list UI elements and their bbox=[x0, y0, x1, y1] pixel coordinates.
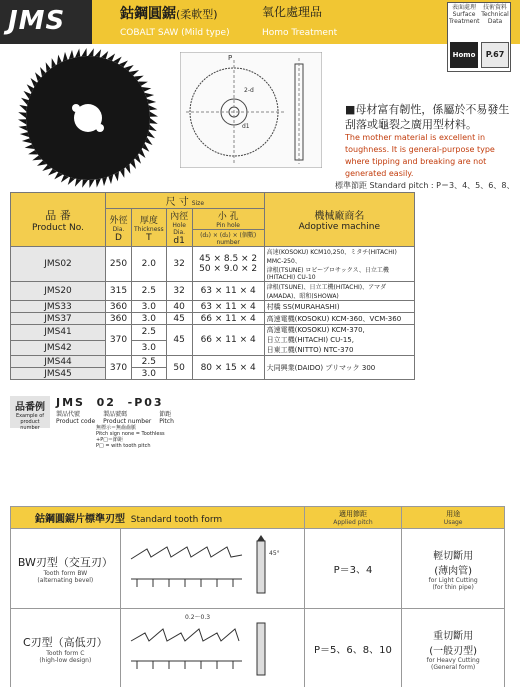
example-code: JMS 02 -P03 製品代號 Product code 製品號碼 Product number 節距 Pitch 無標示＝無齒齒脈 Pitch sign none = Toothless +P□＝節距 P□ = with tooth pitch bbox=[56, 396, 174, 449]
col-thickness: 厚度 Thickness T bbox=[132, 209, 167, 247]
features-en: The mother material is excellent in toughness. It is general-purpose type where tipping and breaking are not generated easily. bbox=[345, 133, 495, 178]
c-dim-label: 0.2～0.3 bbox=[185, 614, 211, 621]
badge-tech-label: 技術資料 Technical Data bbox=[481, 4, 509, 25]
logo: JMS bbox=[8, 6, 66, 36]
col-machine: 機械廠商名 Adoptive machine bbox=[264, 193, 414, 247]
tooth-form-table bbox=[10, 506, 505, 687]
badge-surface-label: 表面處理 Surface Treatment bbox=[449, 4, 480, 25]
col-product: 品 番 Product No. bbox=[11, 193, 106, 247]
table-row: JMS44 370 2.5 50 80 × 15 × 4 大同興業(DAIDO) プリマック 300 bbox=[11, 356, 415, 368]
table-row: JMS33 360 3.0 40 63 × 11 × 4 村橋 SS(MURAHASHI) bbox=[11, 301, 415, 313]
table-row: JMS45 3.0 bbox=[11, 368, 415, 380]
angle-label: 45° bbox=[269, 550, 280, 557]
treatment-zh: 氧化處理品 bbox=[262, 5, 323, 19]
table-row: JMS41 370 2.5 45 66 × 11 × 4 高速電機(KOSOKU) KCM-370, 日立工機(HITACHI) CU-15, 日東工機(NITTO) NTC-370 bbox=[11, 325, 415, 341]
col-applied-pitch: 適用節距 Applied pitch bbox=[304, 507, 402, 529]
title-zh: 鈷鋼圓鋸(柔軟型) bbox=[120, 6, 218, 22]
col-usage: 用途 Usage bbox=[402, 507, 505, 529]
pin-hole-symbol: 2-d bbox=[244, 87, 254, 94]
pitch-symbol: P bbox=[228, 54, 233, 62]
tooth-row-c: C刃型（高低刃） Tooth form C (high-low design) 0.2～0.3 P＝5、6、8、10 重切斷用 (一般刃型) for Heavy Cutting (General form) bbox=[11, 609, 505, 687]
table-row: JMS42 3.0 bbox=[11, 340, 415, 356]
table-row: JMS37 360 3.0 45 66 × 11 × 4 高速電機(KOSOKU) KCM-360、VCM-360 bbox=[11, 313, 415, 325]
tooth-row-bw: BW刃型（交互刃） Tooth form BW (alternating bevel) 45° P＝3、4 輕切斷用 (薄肉管) for Light Cutting (for thin pipe) bbox=[11, 529, 505, 609]
col-pin-formula: (d₂) × (d₂) × (個數) number bbox=[192, 230, 264, 247]
product-number-example bbox=[10, 396, 50, 431]
treatment-en: Homo Treatment bbox=[262, 28, 338, 38]
col-dia: 外徑 Dia. D bbox=[106, 209, 132, 247]
features-zh: ■母材富有韌性，係屬於不易發生刮落或龜裂之廣用型材料。 bbox=[345, 103, 510, 131]
table-row: JMS02 250 2.0 32 45 × 8.5 × 2 50 × 9.0 × 2 高速(KOSOKU) KCM10,250、ミタチ(HITACHI) MMC-250、 津根(TSUNE) ロビーブロサックス、日立工機(HITACHI) CU-10 bbox=[11, 247, 415, 282]
saw-drawing bbox=[180, 52, 322, 168]
col-pin: 小 孔 Pin hole bbox=[192, 209, 264, 230]
c-tooth-drawing bbox=[127, 611, 297, 683]
bw-tooth-drawing bbox=[127, 531, 297, 603]
homo-badge: Homo bbox=[450, 42, 478, 68]
spec-table bbox=[10, 192, 415, 380]
table-row: JMS20 315 2.5 32 63 × 11 × 4 津根(TSUNE)、日立工機(HITACHI)、アマダ(AMADA)、昭和(SHOWA) bbox=[11, 282, 415, 301]
features-block bbox=[345, 102, 515, 180]
tech-data-link[interactable]: P.67 bbox=[481, 42, 509, 68]
col-size: 尺 寸 Size bbox=[106, 193, 265, 209]
saw-blade-image bbox=[16, 46, 160, 190]
col-hole: 內徑 Hole Dia. d1 bbox=[166, 209, 192, 247]
example-label: 品番例 Example of product number bbox=[10, 396, 50, 428]
title-en: COBALT SAW (Mild type) bbox=[120, 28, 230, 38]
hole-symbol: d1 bbox=[242, 123, 250, 130]
tooth-table-title: 鈷鋼圓鋸片標準刃型 Standard tooth form bbox=[11, 507, 305, 529]
standard-pitch: 標準節距 Standard pitch : P＝3、4、5、6、8、 bbox=[335, 181, 515, 190]
